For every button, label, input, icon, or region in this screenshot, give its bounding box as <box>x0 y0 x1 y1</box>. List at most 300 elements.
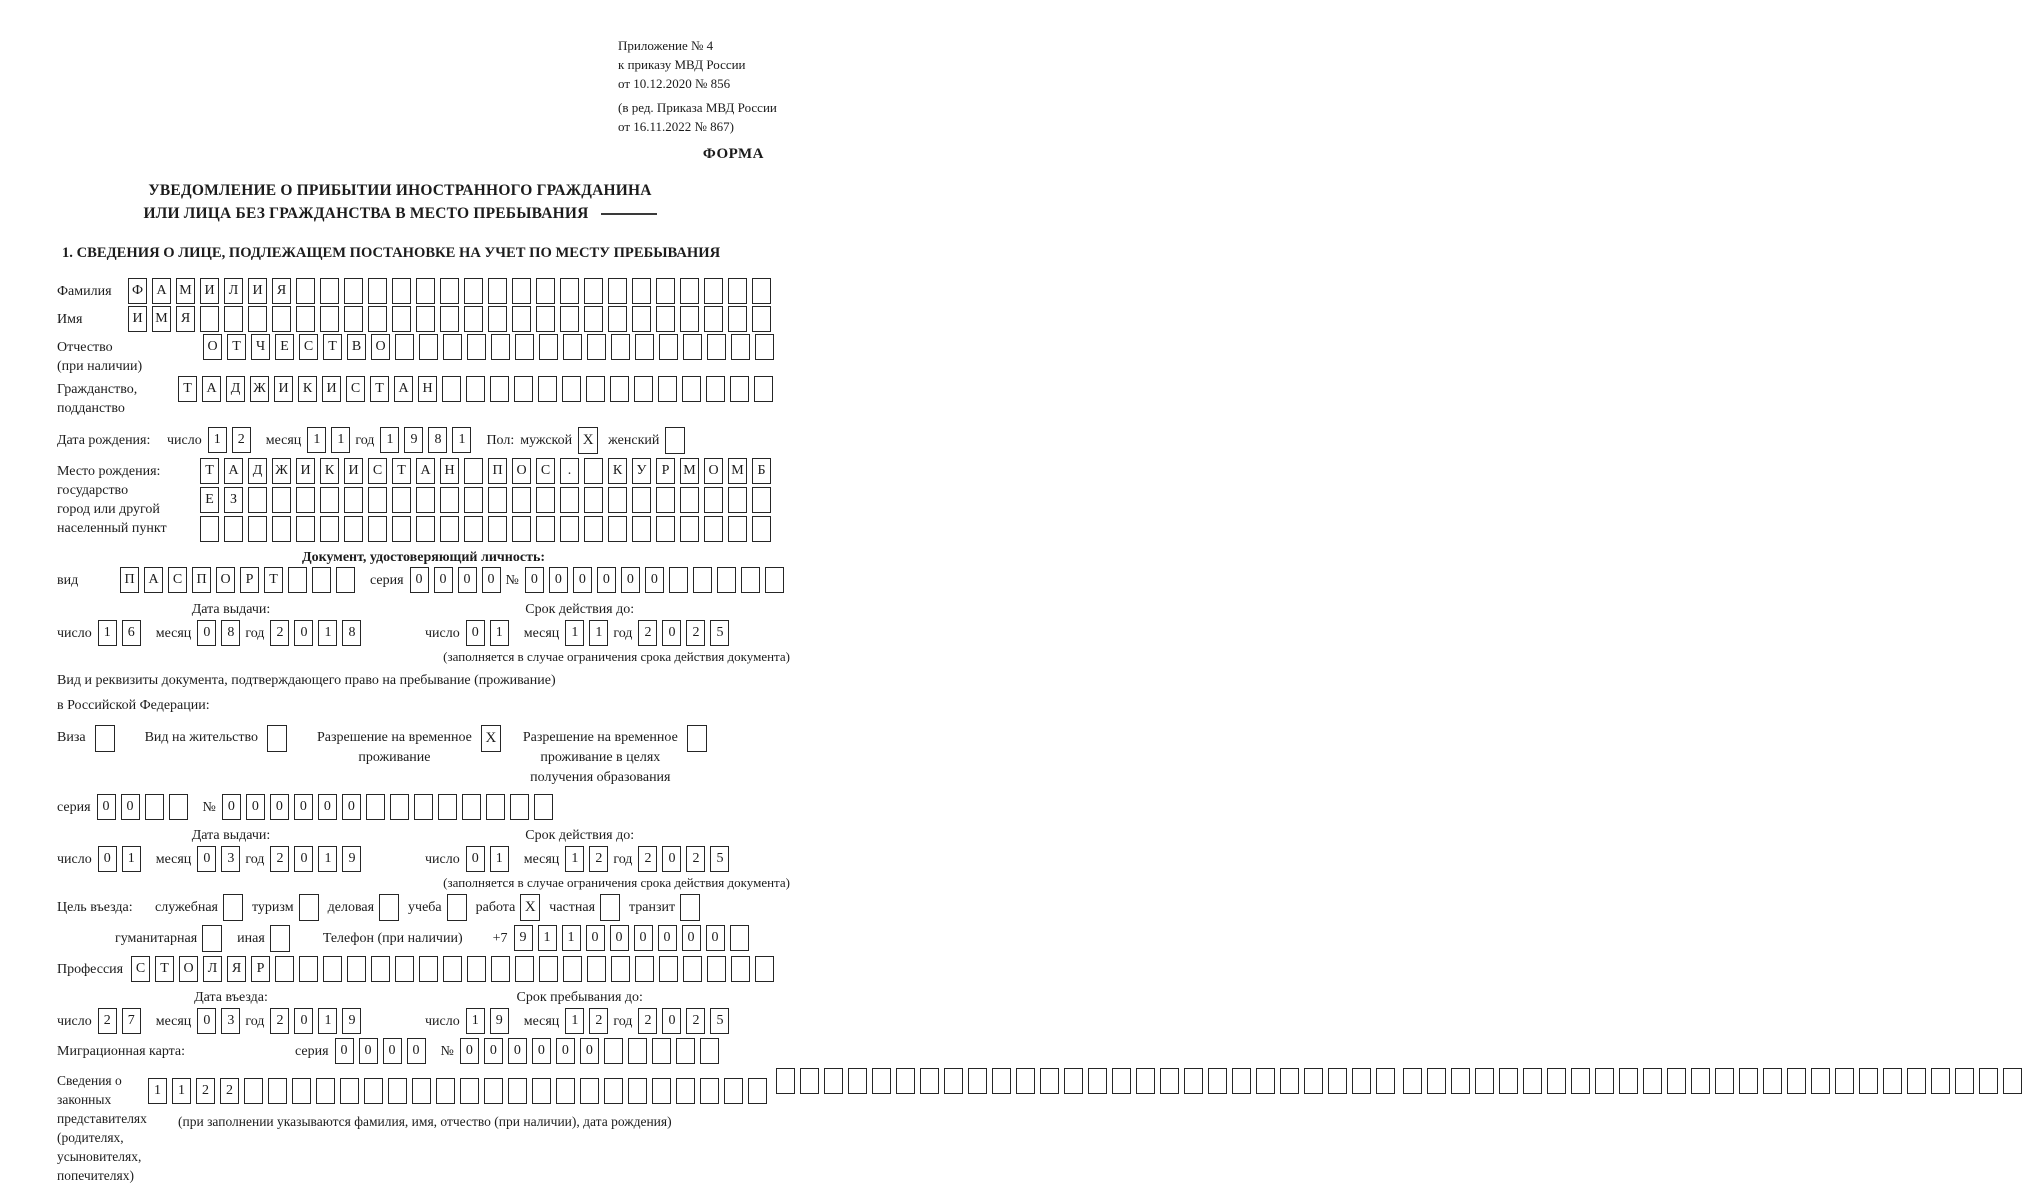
char-box[interactable] <box>442 376 461 402</box>
char-box[interactable] <box>416 306 435 332</box>
char-box[interactable]: Р <box>240 567 259 593</box>
char-box[interactable]: 0 <box>294 846 313 872</box>
char-box[interactable] <box>560 516 579 542</box>
char-box[interactable] <box>683 334 702 360</box>
char-box[interactable] <box>464 516 483 542</box>
char-box[interactable]: 1 <box>589 620 608 646</box>
char-box[interactable]: 9 <box>342 1008 361 1034</box>
char-box[interactable] <box>1208 1068 1227 1094</box>
char-box[interactable] <box>536 306 555 332</box>
char-box[interactable]: Н <box>440 458 459 484</box>
char-box[interactable]: 0 <box>359 1038 378 1064</box>
char-box[interactable]: 0 <box>484 1038 503 1064</box>
char-box[interactable]: О <box>203 334 222 360</box>
char-box[interactable]: 2 <box>270 846 289 872</box>
char-box[interactable] <box>390 794 409 820</box>
char-box[interactable]: 5 <box>710 846 729 872</box>
char-box[interactable] <box>1376 1068 1395 1094</box>
char-box[interactable] <box>872 1068 891 1094</box>
char-box[interactable]: 0 <box>383 1038 402 1064</box>
char-box[interactable] <box>419 956 438 982</box>
char-box[interactable] <box>669 567 688 593</box>
char-box[interactable]: 0 <box>610 925 629 951</box>
char-box[interactable]: О <box>704 458 723 484</box>
char-box[interactable]: 0 <box>556 1038 575 1064</box>
char-box[interactable]: Т <box>392 458 411 484</box>
char-box[interactable] <box>659 334 678 360</box>
char-box[interactable] <box>652 1078 671 1104</box>
char-box[interactable] <box>491 956 510 982</box>
char-box[interactable] <box>848 1068 867 1094</box>
char-box[interactable] <box>1859 1068 1878 1094</box>
char-box[interactable]: 2 <box>220 1078 239 1104</box>
char-box[interactable] <box>514 376 533 402</box>
char-box[interactable] <box>296 487 315 513</box>
char-box[interactable]: М <box>728 458 747 484</box>
char-box[interactable]: 2 <box>638 1008 657 1034</box>
char-box[interactable] <box>1715 1068 1734 1094</box>
char-box[interactable]: 1 <box>565 620 584 646</box>
char-box[interactable]: 0 <box>197 846 216 872</box>
char-box[interactable]: А <box>224 458 243 484</box>
char-box[interactable] <box>486 794 505 820</box>
char-box[interactable] <box>560 487 579 513</box>
char-box[interactable] <box>1040 1068 1059 1094</box>
char-box[interactable] <box>656 306 675 332</box>
char-box[interactable] <box>755 956 774 982</box>
char-box[interactable] <box>724 1078 743 1104</box>
char-box[interactable] <box>730 925 749 951</box>
char-box[interactable] <box>1352 1068 1371 1094</box>
char-box[interactable] <box>200 306 219 332</box>
char-box[interactable] <box>272 516 291 542</box>
checkbox-temp-residence[interactable]: X <box>481 725 501 752</box>
char-box[interactable]: 2 <box>589 846 608 872</box>
char-box[interactable]: 1 <box>452 427 471 453</box>
char-box[interactable]: 0 <box>97 794 116 820</box>
char-box[interactable] <box>704 306 723 332</box>
char-box[interactable] <box>730 376 749 402</box>
char-box[interactable] <box>412 1078 431 1104</box>
char-box[interactable] <box>296 306 315 332</box>
char-box[interactable]: К <box>608 458 627 484</box>
char-box[interactable] <box>748 1078 767 1104</box>
char-box[interactable]: 8 <box>221 620 240 646</box>
char-box[interactable] <box>1955 1068 1974 1094</box>
char-box[interactable]: 0 <box>662 846 681 872</box>
char-box[interactable]: 0 <box>706 925 725 951</box>
char-box[interactable]: 0 <box>342 794 361 820</box>
char-box[interactable] <box>419 334 438 360</box>
char-box[interactable] <box>728 306 747 332</box>
char-box[interactable] <box>731 956 750 982</box>
char-box[interactable] <box>608 487 627 513</box>
char-box[interactable] <box>320 516 339 542</box>
char-box[interactable] <box>731 334 750 360</box>
char-box[interactable]: Т <box>155 956 174 982</box>
char-box[interactable]: 0 <box>586 925 605 951</box>
char-box[interactable]: 0 <box>318 794 337 820</box>
char-box[interactable] <box>268 1078 287 1104</box>
char-box[interactable] <box>556 1078 575 1104</box>
char-box[interactable]: 0 <box>573 567 592 593</box>
char-box[interactable] <box>312 567 331 593</box>
char-box[interactable] <box>368 278 387 304</box>
char-box[interactable] <box>728 516 747 542</box>
char-box[interactable] <box>682 376 701 402</box>
char-box[interactable]: . <box>560 458 579 484</box>
char-box[interactable]: А <box>152 278 171 304</box>
char-box[interactable] <box>248 487 267 513</box>
char-box[interactable] <box>968 1068 987 1094</box>
char-box[interactable]: 0 <box>682 925 701 951</box>
checkbox-business[interactable] <box>379 894 399 921</box>
char-box[interactable] <box>344 306 363 332</box>
char-box[interactable] <box>488 278 507 304</box>
char-box[interactable] <box>611 334 630 360</box>
char-box[interactable] <box>1979 1068 1998 1094</box>
char-box[interactable]: 1 <box>172 1078 191 1104</box>
char-box[interactable]: Т <box>323 334 342 360</box>
char-box[interactable] <box>366 794 385 820</box>
char-box[interactable] <box>1304 1068 1323 1094</box>
char-box[interactable] <box>484 1078 503 1104</box>
char-box[interactable] <box>610 376 629 402</box>
char-box[interactable]: П <box>120 567 139 593</box>
char-box[interactable] <box>1523 1068 1542 1094</box>
char-box[interactable] <box>224 306 243 332</box>
char-box[interactable] <box>1136 1068 1155 1094</box>
char-box[interactable]: 0 <box>121 794 140 820</box>
char-box[interactable]: 0 <box>634 925 653 951</box>
char-box[interactable] <box>169 794 188 820</box>
char-box[interactable]: М <box>680 458 699 484</box>
char-box[interactable] <box>323 956 342 982</box>
char-box[interactable] <box>587 956 606 982</box>
char-box[interactable] <box>248 306 267 332</box>
char-box[interactable]: 0 <box>294 1008 313 1034</box>
char-box[interactable] <box>580 1078 599 1104</box>
char-box[interactable]: 2 <box>638 846 657 872</box>
char-box[interactable]: 0 <box>246 794 265 820</box>
char-box[interactable]: 0 <box>197 1008 216 1034</box>
char-box[interactable] <box>1328 1068 1347 1094</box>
char-box[interactable] <box>1403 1068 1422 1094</box>
char-box[interactable] <box>536 487 555 513</box>
checkbox-official[interactable] <box>223 894 243 921</box>
char-box[interactable] <box>680 306 699 332</box>
char-box[interactable]: Т <box>264 567 283 593</box>
char-box[interactable] <box>347 956 366 982</box>
char-box[interactable]: 1 <box>208 427 227 453</box>
char-box[interactable]: 1 <box>565 846 584 872</box>
char-box[interactable] <box>296 516 315 542</box>
char-box[interactable] <box>584 487 603 513</box>
char-box[interactable] <box>1499 1068 1518 1094</box>
char-box[interactable] <box>416 487 435 513</box>
char-box[interactable] <box>392 516 411 542</box>
char-box[interactable] <box>765 567 784 593</box>
char-box[interactable]: К <box>320 458 339 484</box>
char-box[interactable]: Т <box>370 376 389 402</box>
char-box[interactable]: С <box>299 334 318 360</box>
char-box[interactable]: Р <box>656 458 675 484</box>
char-box[interactable] <box>1475 1068 1494 1094</box>
char-box[interactable]: 1 <box>562 925 581 951</box>
char-box[interactable] <box>728 278 747 304</box>
char-box[interactable] <box>920 1068 939 1094</box>
char-box[interactable]: 9 <box>404 427 423 453</box>
char-box[interactable] <box>632 306 651 332</box>
char-box[interactable]: Е <box>200 487 219 513</box>
char-box[interactable] <box>608 306 627 332</box>
char-box[interactable] <box>464 306 483 332</box>
checkbox-residence-permit[interactable] <box>267 725 287 752</box>
char-box[interactable] <box>1907 1068 1926 1094</box>
char-box[interactable] <box>563 956 582 982</box>
char-box[interactable] <box>512 487 531 513</box>
char-box[interactable] <box>539 334 558 360</box>
char-box[interactable] <box>344 278 363 304</box>
char-box[interactable]: Я <box>176 306 195 332</box>
char-box[interactable] <box>754 376 773 402</box>
char-box[interactable] <box>707 956 726 982</box>
char-box[interactable]: 0 <box>662 1008 681 1034</box>
char-box[interactable] <box>467 334 486 360</box>
char-box[interactable] <box>1619 1068 1638 1094</box>
char-box[interactable]: 2 <box>196 1078 215 1104</box>
char-box[interactable] <box>443 956 462 982</box>
char-box[interactable] <box>608 516 627 542</box>
char-box[interactable] <box>824 1068 843 1094</box>
char-box[interactable]: 1 <box>490 846 509 872</box>
char-box[interactable] <box>224 516 243 542</box>
char-box[interactable]: 7 <box>122 1008 141 1034</box>
char-box[interactable] <box>628 1078 647 1104</box>
char-box[interactable] <box>510 794 529 820</box>
char-box[interactable]: И <box>274 376 293 402</box>
char-box[interactable] <box>656 516 675 542</box>
char-box[interactable] <box>604 1078 623 1104</box>
char-box[interactable]: 0 <box>525 567 544 593</box>
char-box[interactable] <box>464 278 483 304</box>
char-box[interactable] <box>490 376 509 402</box>
char-box[interactable] <box>272 487 291 513</box>
char-box[interactable] <box>145 794 164 820</box>
char-box[interactable]: 0 <box>597 567 616 593</box>
char-box[interactable]: 2 <box>589 1008 608 1034</box>
char-box[interactable] <box>1835 1068 1854 1094</box>
char-box[interactable]: 1 <box>318 1008 337 1034</box>
char-box[interactable]: Б <box>752 458 771 484</box>
char-box[interactable]: 0 <box>98 846 117 872</box>
char-box[interactable] <box>608 278 627 304</box>
char-box[interactable] <box>584 306 603 332</box>
char-box[interactable]: 9 <box>514 925 533 951</box>
char-box[interactable] <box>1763 1068 1782 1094</box>
char-box[interactable] <box>395 956 414 982</box>
char-box[interactable]: Т <box>227 334 246 360</box>
char-box[interactable] <box>635 334 654 360</box>
char-box[interactable] <box>704 487 723 513</box>
char-box[interactable]: 1 <box>490 620 509 646</box>
char-box[interactable] <box>707 334 726 360</box>
char-box[interactable]: 0 <box>466 846 485 872</box>
char-box[interactable]: 8 <box>428 427 447 453</box>
char-box[interactable] <box>368 487 387 513</box>
char-box[interactable] <box>392 487 411 513</box>
char-box[interactable] <box>488 306 507 332</box>
char-box[interactable]: Ж <box>272 458 291 484</box>
char-box[interactable] <box>628 1038 647 1064</box>
char-box[interactable] <box>244 1078 263 1104</box>
char-box[interactable]: И <box>128 306 147 332</box>
char-box[interactable]: М <box>152 306 171 332</box>
char-box[interactable] <box>288 567 307 593</box>
checkbox-female[interactable] <box>665 427 685 454</box>
char-box[interactable]: 0 <box>621 567 640 593</box>
char-box[interactable]: И <box>344 458 363 484</box>
char-box[interactable] <box>539 956 558 982</box>
char-box[interactable]: 5 <box>710 620 729 646</box>
char-box[interactable] <box>1931 1068 1950 1094</box>
char-box[interactable]: О <box>371 334 390 360</box>
char-box[interactable]: 0 <box>460 1038 479 1064</box>
char-box[interactable] <box>466 376 485 402</box>
char-box[interactable] <box>635 956 654 982</box>
char-box[interactable]: 6 <box>122 620 141 646</box>
char-box[interactable] <box>700 1038 719 1064</box>
char-box[interactable] <box>491 334 510 360</box>
char-box[interactable] <box>604 1038 623 1064</box>
char-box[interactable]: А <box>202 376 221 402</box>
char-box[interactable] <box>512 278 531 304</box>
char-box[interactable]: 8 <box>342 620 361 646</box>
char-box[interactable] <box>292 1078 311 1104</box>
char-box[interactable] <box>440 306 459 332</box>
char-box[interactable]: С <box>368 458 387 484</box>
char-box[interactable]: 2 <box>270 1008 289 1034</box>
char-box[interactable]: 0 <box>222 794 241 820</box>
char-box[interactable] <box>680 278 699 304</box>
char-box[interactable] <box>704 516 723 542</box>
char-box[interactable]: Н <box>418 376 437 402</box>
char-box[interactable] <box>200 516 219 542</box>
char-box[interactable] <box>755 334 774 360</box>
char-box[interactable] <box>717 567 736 593</box>
char-box[interactable]: 0 <box>294 620 313 646</box>
char-box[interactable] <box>1811 1068 1830 1094</box>
char-box[interactable]: Ж <box>250 376 269 402</box>
char-box[interactable] <box>658 376 677 402</box>
char-box[interactable]: У <box>632 458 651 484</box>
char-box[interactable]: Я <box>227 956 246 982</box>
char-box[interactable]: 0 <box>407 1038 426 1064</box>
char-box[interactable] <box>680 487 699 513</box>
char-box[interactable] <box>1256 1068 1275 1094</box>
char-box[interactable] <box>992 1068 1011 1094</box>
char-box[interactable]: С <box>131 956 150 982</box>
char-box[interactable]: Д <box>248 458 267 484</box>
char-box[interactable] <box>563 334 582 360</box>
char-box[interactable]: Т <box>178 376 197 402</box>
char-box[interactable]: И <box>322 376 341 402</box>
char-box[interactable]: 1 <box>98 620 117 646</box>
char-box[interactable]: А <box>144 567 163 593</box>
char-box[interactable]: Л <box>203 956 222 982</box>
char-box[interactable]: 1 <box>380 427 399 453</box>
char-box[interactable]: 0 <box>662 620 681 646</box>
checkbox-work[interactable]: X <box>520 894 540 921</box>
char-box[interactable] <box>488 516 507 542</box>
char-box[interactable]: 0 <box>482 567 501 593</box>
char-box[interactable] <box>515 956 534 982</box>
char-box[interactable] <box>1160 1068 1179 1094</box>
char-box[interactable] <box>512 306 531 332</box>
char-box[interactable] <box>680 516 699 542</box>
char-box[interactable]: 0 <box>549 567 568 593</box>
char-box[interactable]: 1 <box>466 1008 485 1034</box>
char-box[interactable] <box>632 487 651 513</box>
char-box[interactable] <box>1232 1068 1251 1094</box>
char-box[interactable]: 2 <box>98 1008 117 1034</box>
char-box[interactable]: 0 <box>335 1038 354 1064</box>
checkbox-tourism[interactable] <box>299 894 319 921</box>
char-box[interactable]: 0 <box>580 1038 599 1064</box>
char-box[interactable]: И <box>296 458 315 484</box>
char-box[interactable] <box>587 334 606 360</box>
char-box[interactable]: 9 <box>342 846 361 872</box>
char-box[interactable]: П <box>488 458 507 484</box>
char-box[interactable] <box>634 376 653 402</box>
char-box[interactable]: 0 <box>532 1038 551 1064</box>
char-box[interactable] <box>536 278 555 304</box>
char-box[interactable] <box>632 278 651 304</box>
char-box[interactable]: 5 <box>710 1008 729 1034</box>
char-box[interactable]: 2 <box>270 620 289 646</box>
char-box[interactable] <box>1787 1068 1806 1094</box>
char-box[interactable]: 1 <box>331 427 350 453</box>
checkbox-transit[interactable] <box>680 894 700 921</box>
char-box[interactable] <box>320 306 339 332</box>
char-box[interactable] <box>515 334 534 360</box>
char-box[interactable] <box>1451 1068 1470 1094</box>
char-box[interactable] <box>320 487 339 513</box>
char-box[interactable]: Ф <box>128 278 147 304</box>
char-box[interactable] <box>1547 1068 1566 1094</box>
char-box[interactable]: 2 <box>686 620 705 646</box>
char-box[interactable] <box>1643 1068 1662 1094</box>
char-box[interactable] <box>944 1068 963 1094</box>
char-box[interactable]: 0 <box>645 567 664 593</box>
char-box[interactable]: М <box>176 278 195 304</box>
char-box[interactable]: 0 <box>270 794 289 820</box>
char-box[interactable]: Д <box>226 376 245 402</box>
char-box[interactable]: Е <box>275 334 294 360</box>
char-box[interactable]: С <box>536 458 555 484</box>
char-box[interactable] <box>536 516 555 542</box>
char-box[interactable] <box>1088 1068 1107 1094</box>
char-box[interactable] <box>586 376 605 402</box>
char-box[interactable] <box>538 376 557 402</box>
char-box[interactable] <box>344 516 363 542</box>
char-box[interactable] <box>656 278 675 304</box>
char-box[interactable]: Я <box>272 278 291 304</box>
char-box[interactable]: 1 <box>307 427 326 453</box>
char-box[interactable]: С <box>346 376 365 402</box>
char-box[interactable] <box>436 1078 455 1104</box>
char-box[interactable]: 0 <box>197 620 216 646</box>
